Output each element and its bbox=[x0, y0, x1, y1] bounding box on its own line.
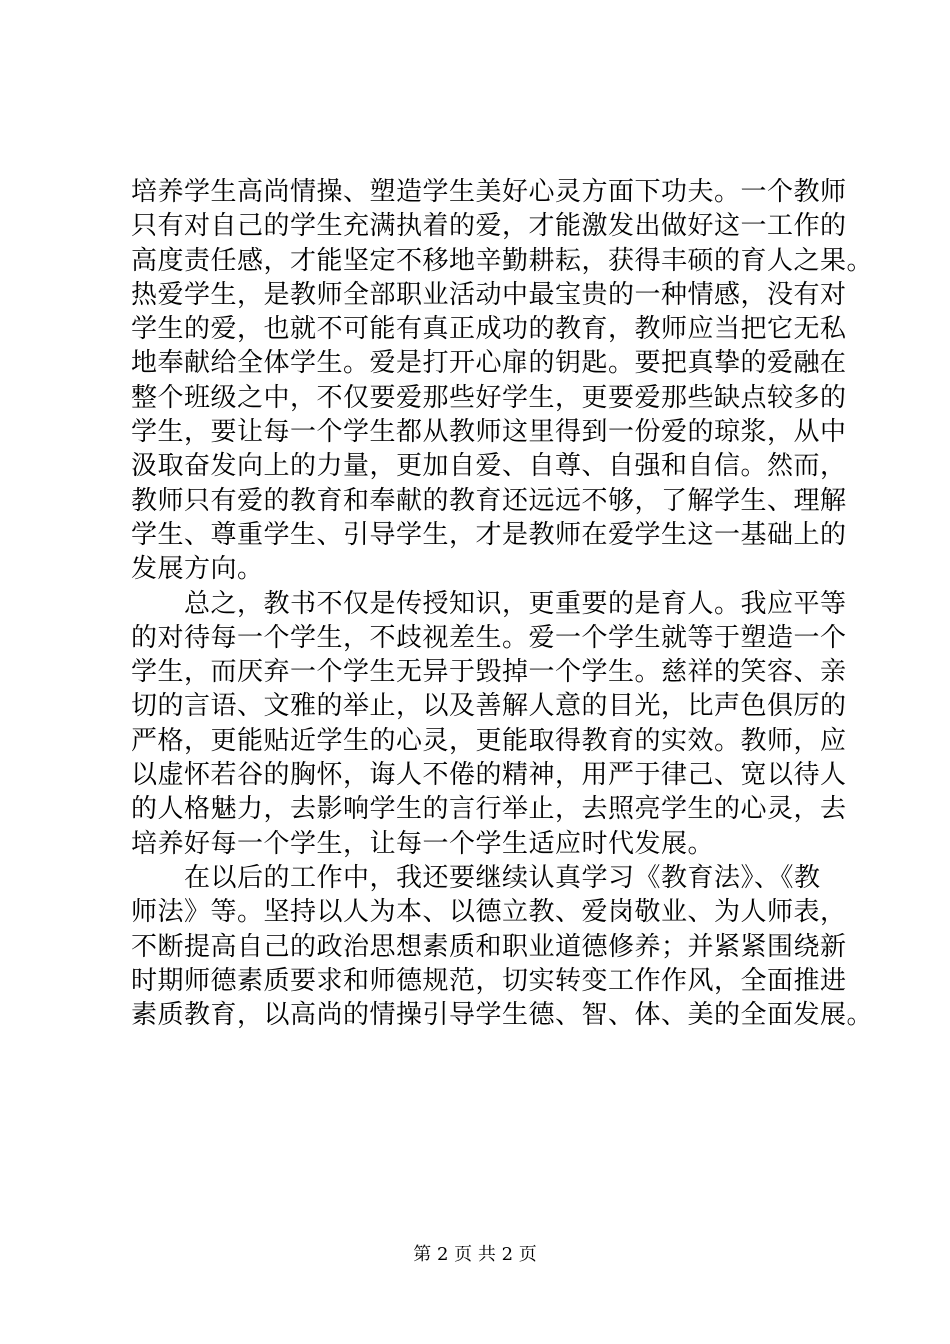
text-line: 培养好每一个学生，让每一个学生适应时代发展。 bbox=[131, 828, 715, 859]
text-line: 切的言语、文雅的举止，以及善解人意的目光，比声色俱厉的 bbox=[131, 691, 847, 722]
text-line: 的对待每一个学生，不歧视差生。爱一个学生就等于塑造一个 bbox=[131, 622, 847, 653]
text-line: 发展方向。 bbox=[131, 554, 264, 585]
text-line: 学生，要让每一个学生都从教师这里得到一份爱的琼浆，从中 bbox=[131, 417, 847, 448]
text-line: 整个班级之中，不仅要爱那些好学生，更要爱那些缺点较多的 bbox=[131, 382, 847, 413]
text-line: 高度责任感，才能坚定不移地辛勤耕耘，获得丰硕的育人之果。 bbox=[131, 245, 874, 276]
text-line: 只有对自己的学生充满执着的爱，才能激发出做好这一工作的 bbox=[131, 211, 847, 242]
text-line: 时期师德素质要求和师德规范，切实转变工作作风，全面推进 bbox=[131, 965, 847, 996]
text-line: 的人格魅力，去影响学生的言行举止，去照亮学生的心灵，去 bbox=[131, 794, 847, 825]
text-line: 在以后的工作中，我还要继续认真学习《教育法》、《教 bbox=[131, 862, 821, 893]
text-line: 师法》等。坚持以人为本、以德立教、爱岗敬业、为人师表， bbox=[131, 897, 847, 928]
text-line: 热爱学生，是教师全部职业活动中最宝贵的一种情感，没有对 bbox=[131, 279, 847, 310]
text-line: 学生、尊重学生、引导学生，才是教师在爱学生这一基础上的 bbox=[131, 519, 847, 550]
text-line: 素质教育，以高尚的情操引导学生德、智、体、美的全面发展。 bbox=[131, 1000, 874, 1031]
text-line: 总之，教书不仅是传授知识，更重要的是育人。我应平等 bbox=[131, 588, 847, 619]
text-line: 不断提高自己的政治思想素质和职业道德修养；并紧紧围绕新 bbox=[131, 931, 847, 962]
text-line: 以虚怀若谷的胸怀，诲人不倦的精神，用严于律己、宽以待人 bbox=[131, 760, 847, 791]
page-number-footer: 第 2 页 共 2 页 bbox=[413, 1244, 537, 1265]
text-line: 教师只有爱的教育和奉献的教育还远远不够，了解学生、理解 bbox=[131, 485, 847, 516]
text-line: 地奉献给全体学生。爱是打开心扉的钥匙。要把真挚的爱融在 bbox=[131, 348, 847, 379]
text-line: 严格，更能贴近学生的心灵，更能取得教育的实效。教师，应 bbox=[131, 725, 847, 756]
text-line: 学生的爱，也就不可能有真正成功的教育，教师应当把它无私 bbox=[131, 314, 847, 345]
text-line: 汲取奋发向上的力量，更加自爱、自尊、自强和自信。然而， bbox=[131, 451, 847, 482]
document-body bbox=[131, 175, 874, 1032]
text-line: 学生，而厌弃一个学生无异于毁掉一个学生。慈祥的笑容、亲 bbox=[131, 657, 847, 688]
text-line: 培养学生高尚情操、塑造学生美好心灵方面下功夫。一个教师 bbox=[131, 177, 847, 207]
